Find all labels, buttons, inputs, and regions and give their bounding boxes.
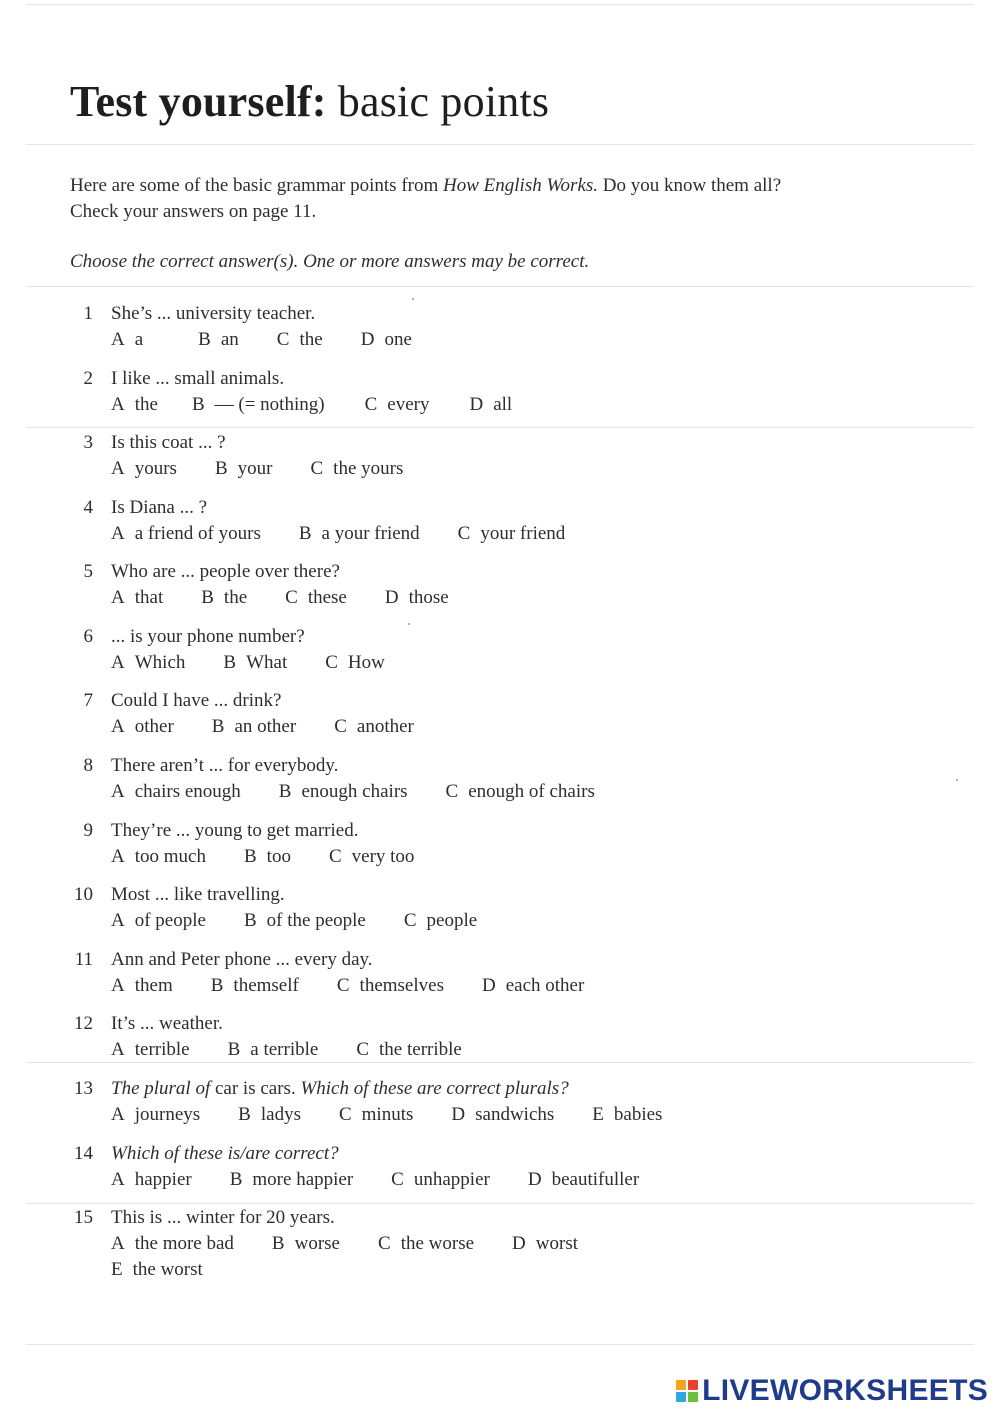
answer-option-b[interactable]	[279, 781, 408, 803]
option-letter: C	[334, 716, 347, 737]
question-number: 14	[74, 1143, 93, 1164]
question-number: 2	[83, 368, 93, 389]
option-text: all	[493, 394, 513, 415]
option-text: a your friend	[321, 523, 420, 544]
answer-options	[111, 1169, 677, 1191]
option-text: the worst	[132, 1259, 203, 1280]
option-letter: A	[111, 1169, 125, 1190]
scan-speck	[956, 779, 958, 781]
option-letter: C	[364, 394, 378, 415]
logo-square	[688, 1380, 698, 1390]
answer-option-b[interactable]	[228, 1039, 319, 1061]
answer-options	[111, 329, 450, 351]
question-stem: She’s ... university teacher.	[111, 303, 316, 324]
question-number: 11	[74, 949, 93, 970]
answer-options	[111, 1104, 700, 1126]
question-stem: Is this coat ... ?	[111, 432, 226, 453]
option-letter: E	[111, 1259, 123, 1280]
option-letter: A	[111, 523, 125, 544]
option-text: babies	[613, 1104, 663, 1125]
answer-options	[111, 846, 452, 868]
option-letter: A	[111, 910, 125, 931]
question-stem: They’re ... young to get married.	[111, 820, 359, 841]
answer-option-b[interactable]	[201, 587, 247, 609]
instruction-divider	[26, 286, 974, 287]
option-letter: A	[111, 652, 125, 673]
option-text: very too	[351, 846, 415, 867]
logo-text: LIVEWORKSHEETS	[702, 1374, 988, 1407]
scan-speck	[412, 298, 414, 300]
liveworksheets-logo	[676, 1374, 988, 1408]
option-letter: B	[211, 716, 225, 737]
answer-options	[111, 1039, 500, 1061]
question-number: 15	[74, 1207, 93, 1228]
option-text: of the people	[266, 910, 366, 931]
logo-square	[676, 1392, 686, 1402]
option-letter: B	[223, 652, 237, 673]
question-stem: Could I have ... drink?	[111, 690, 282, 711]
logo-square	[688, 1392, 698, 1402]
option-text: another	[356, 716, 414, 737]
option-text: one	[384, 329, 412, 350]
answer-option-c[interactable]	[329, 846, 414, 868]
option-letter: B	[271, 1233, 285, 1254]
option-letter: C	[356, 1039, 370, 1060]
option-text: beautifuller	[551, 1169, 640, 1190]
option-letter: A	[111, 1039, 125, 1060]
question-stem	[111, 1078, 569, 1100]
scan-speck	[408, 623, 410, 625]
answer-option-a[interactable]	[111, 329, 143, 351]
question-stem: ... is your phone number?	[111, 626, 305, 647]
answer-option-c[interactable]	[277, 329, 323, 351]
option-letter: B	[298, 523, 312, 544]
answer-option-b[interactable]	[238, 1104, 301, 1126]
instruction-text: Choose the correct answer(s). One or more answers may be correct.	[70, 251, 590, 272]
intro-paragraph	[70, 173, 790, 225]
question-stem: It’s ... weather.	[111, 1013, 223, 1034]
question-number: 3	[83, 432, 93, 453]
question-number: 5	[83, 561, 93, 582]
answer-option-a[interactable]	[111, 910, 206, 932]
option-text: every	[387, 394, 430, 415]
option-letter: C	[378, 1233, 391, 1254]
answer-option-c[interactable]	[458, 523, 566, 545]
answer-option-c[interactable]	[356, 1039, 462, 1061]
option-text: too	[266, 846, 291, 867]
option-letter: C	[457, 523, 471, 544]
logo-icon	[676, 1380, 698, 1402]
option-letter: B	[214, 458, 228, 479]
answer-option-d[interactable]	[528, 1169, 639, 1191]
option-letter: C	[328, 846, 342, 867]
option-letter: A	[111, 394, 125, 415]
answer-options	[111, 975, 622, 997]
option-text: of people	[134, 910, 206, 931]
question-stem: Who are ... people over there?	[111, 561, 340, 582]
intro-part2: Do you know them all? Check your answers on page 11.	[70, 175, 782, 222]
question-stem	[111, 1143, 339, 1165]
option-letter: C	[391, 1169, 404, 1190]
answer-option-a[interactable]	[111, 394, 158, 416]
answer-option-c[interactable]	[446, 781, 595, 803]
option-text: worse	[294, 1233, 340, 1254]
option-text: an	[220, 329, 239, 350]
option-letter: D	[527, 1169, 542, 1190]
option-text: minuts	[361, 1104, 414, 1125]
option-text: each other	[505, 975, 585, 996]
page-title	[70, 76, 549, 127]
option-text: journeys	[134, 1104, 201, 1125]
option-text: that	[134, 587, 164, 608]
question-number: 10	[74, 884, 93, 905]
option-text: Which	[134, 652, 186, 673]
question-stem-part: car is cars.	[210, 1078, 301, 1099]
answer-option-d[interactable]	[361, 329, 412, 351]
option-text: your	[237, 458, 273, 479]
option-text: the terrible	[379, 1039, 462, 1060]
option-letter: B	[278, 781, 292, 802]
option-letter: D	[481, 975, 496, 996]
section-divider-1	[26, 427, 974, 428]
option-letter: C	[310, 458, 324, 479]
answer-option-c[interactable]	[334, 716, 414, 738]
title-divider	[26, 144, 974, 145]
option-letter: A	[111, 716, 125, 737]
answer-option-c[interactable]	[337, 975, 444, 997]
section-divider-3	[26, 1203, 974, 1204]
option-text: — (= nothing)	[214, 394, 325, 415]
question-stem-part: Which of these is/are correct?	[111, 1143, 339, 1164]
answer-options	[111, 1233, 616, 1255]
option-letter: C	[338, 1104, 352, 1125]
answer-options	[111, 1259, 241, 1281]
answer-option-a[interactable]	[111, 652, 185, 674]
option-text: themselves	[359, 975, 444, 996]
question-stem-part: Which of these are correct plurals?	[300, 1078, 569, 1099]
option-letter: B	[191, 394, 205, 415]
answer-option-c[interactable]	[339, 1104, 413, 1126]
option-text: How	[347, 652, 385, 673]
option-text: terrible	[134, 1039, 190, 1060]
answer-option-e[interactable]	[111, 1259, 203, 1281]
answer-option-a[interactable]	[111, 846, 206, 868]
option-text: them	[134, 975, 173, 996]
answer-option-d[interactable]	[512, 1233, 578, 1255]
option-text: worst	[535, 1233, 578, 1254]
option-letter: C	[285, 587, 298, 608]
answer-option-b[interactable]	[211, 975, 299, 997]
option-text: ladys	[260, 1104, 301, 1125]
answer-options	[111, 587, 487, 609]
option-text: unhappier	[413, 1169, 490, 1190]
option-text: an other	[234, 716, 297, 737]
option-letter: B	[210, 975, 224, 996]
option-letter: D	[451, 1104, 466, 1125]
answer-option-c[interactable]	[378, 1233, 474, 1255]
top-divider	[26, 4, 974, 5]
answer-option-c[interactable]	[404, 910, 477, 932]
option-text: your friend	[480, 523, 566, 544]
question-stem: There aren’t ... for everybody.	[111, 755, 339, 776]
option-letter: B	[243, 910, 257, 931]
answer-option-b[interactable]	[272, 1233, 340, 1255]
intro-part1: Here are some of the basic grammar points from	[70, 175, 444, 196]
option-text: a	[134, 329, 144, 350]
answer-options	[111, 716, 452, 738]
option-text: other	[134, 716, 174, 737]
answer-option-b[interactable]	[244, 910, 366, 932]
answer-option-b[interactable]	[212, 716, 296, 738]
option-text: those	[408, 587, 449, 608]
option-letter: C	[276, 329, 290, 350]
option-letter: A	[111, 329, 125, 350]
option-text: a terrible	[250, 1039, 319, 1060]
option-letter: C	[325, 652, 338, 673]
answer-option-b[interactable]	[299, 523, 420, 545]
option-text: too much	[134, 846, 206, 867]
question-number: 8	[83, 755, 93, 776]
option-text: enough of chairs	[468, 781, 595, 802]
answer-option-b[interactable]	[192, 394, 325, 416]
answer-option-b[interactable]	[198, 329, 239, 351]
title-rest: basic points	[326, 77, 550, 126]
option-letter: D	[512, 1233, 526, 1254]
option-text: the	[299, 329, 323, 350]
question-stem-part: The plural of	[111, 1078, 211, 1099]
title-bold: Test yourself	[70, 77, 312, 126]
answer-option-a[interactable]	[111, 1039, 190, 1061]
option-letter: C	[336, 975, 350, 996]
option-letter: B	[201, 587, 214, 608]
answer-option-a[interactable]	[111, 523, 261, 545]
title-colon: :	[311, 77, 327, 126]
answer-option-d[interactable]	[451, 1104, 554, 1126]
option-letter: E	[592, 1104, 604, 1125]
option-letter: A	[111, 1233, 125, 1254]
option-text: these	[307, 587, 347, 608]
question-number: 4	[83, 497, 93, 518]
answer-options	[111, 523, 603, 545]
answer-option-b[interactable]	[244, 846, 291, 868]
option-letter: B	[229, 1169, 243, 1190]
answer-option-b[interactable]	[230, 1169, 353, 1191]
option-text: the	[223, 587, 248, 608]
option-letter: C	[403, 910, 417, 931]
option-text: people	[426, 910, 478, 931]
question-number: 1	[83, 303, 93, 324]
option-letter: D	[360, 329, 375, 350]
option-text: more happier	[252, 1169, 354, 1190]
answer-options	[111, 781, 633, 803]
question-stem: Ann and Peter phone ... every day.	[111, 949, 373, 970]
bottom-divider	[26, 1344, 974, 1345]
option-letter: A	[111, 975, 125, 996]
answer-option-a[interactable]	[111, 781, 241, 803]
question-stem: I like ... small animals.	[111, 368, 285, 389]
option-text: the more bad	[134, 1233, 234, 1254]
option-text: a friend of yours	[134, 523, 261, 544]
option-letter: B	[243, 846, 257, 867]
section-divider-2	[26, 1062, 974, 1063]
answer-option-c[interactable]	[325, 652, 385, 674]
option-text: the	[134, 394, 158, 415]
option-text: enough chairs	[301, 781, 408, 802]
option-letter: D	[469, 394, 484, 415]
answer-option-a[interactable]	[111, 1233, 234, 1255]
answer-options	[111, 394, 552, 416]
option-text: happier	[134, 1169, 192, 1190]
answer-option-d[interactable]	[482, 975, 584, 997]
answer-option-a[interactable]	[111, 458, 177, 480]
intro-book-title: How English Works.	[443, 175, 599, 196]
answer-options	[111, 652, 423, 674]
answer-option-a[interactable]	[111, 716, 174, 738]
answer-option-a[interactable]	[111, 1104, 200, 1126]
option-text: What	[246, 652, 288, 673]
option-letter: B	[198, 329, 211, 350]
question-number: 7	[83, 690, 93, 711]
question-stem: Most ... like travelling.	[111, 884, 285, 905]
answer-option-a[interactable]	[111, 975, 173, 997]
question-stem: Is Diana ... ?	[111, 497, 208, 518]
answer-option-c[interactable]	[391, 1169, 490, 1191]
question-stem: This is ... winter for 20 years.	[111, 1207, 335, 1228]
option-text: chairs enough	[134, 781, 241, 802]
option-text: sandwichs	[475, 1104, 555, 1125]
option-letter: B	[227, 1039, 241, 1060]
question-number: 12	[74, 1013, 93, 1034]
option-letter: B	[238, 1104, 251, 1125]
answer-option-d[interactable]	[469, 394, 512, 416]
answer-option-a[interactable]	[111, 1169, 192, 1191]
option-letter: A	[111, 1104, 125, 1125]
option-text: the worse	[400, 1233, 475, 1254]
answer-options	[111, 458, 441, 480]
option-letter: A	[111, 458, 125, 479]
answer-option-e[interactable]	[592, 1104, 662, 1126]
question-number: 6	[83, 626, 93, 647]
answer-option-c[interactable]	[285, 587, 347, 609]
answer-option-c[interactable]	[310, 458, 403, 480]
answer-option-c[interactable]	[365, 394, 430, 416]
option-letter: C	[445, 781, 459, 802]
option-letter: A	[111, 781, 125, 802]
option-text: themself	[233, 975, 299, 996]
question-number: 13	[74, 1078, 93, 1099]
answer-options	[111, 910, 515, 932]
option-letter: A	[111, 587, 125, 608]
question-number: 9	[83, 820, 93, 841]
answer-option-b[interactable]	[215, 458, 273, 480]
answer-option-a[interactable]	[111, 587, 163, 609]
option-text: the yours	[333, 458, 404, 479]
logo-square	[676, 1380, 686, 1390]
option-text: yours	[134, 458, 177, 479]
answer-option-b[interactable]	[223, 652, 287, 674]
option-letter: D	[384, 587, 399, 608]
option-letter: A	[111, 846, 125, 867]
answer-option-d[interactable]	[385, 587, 449, 609]
